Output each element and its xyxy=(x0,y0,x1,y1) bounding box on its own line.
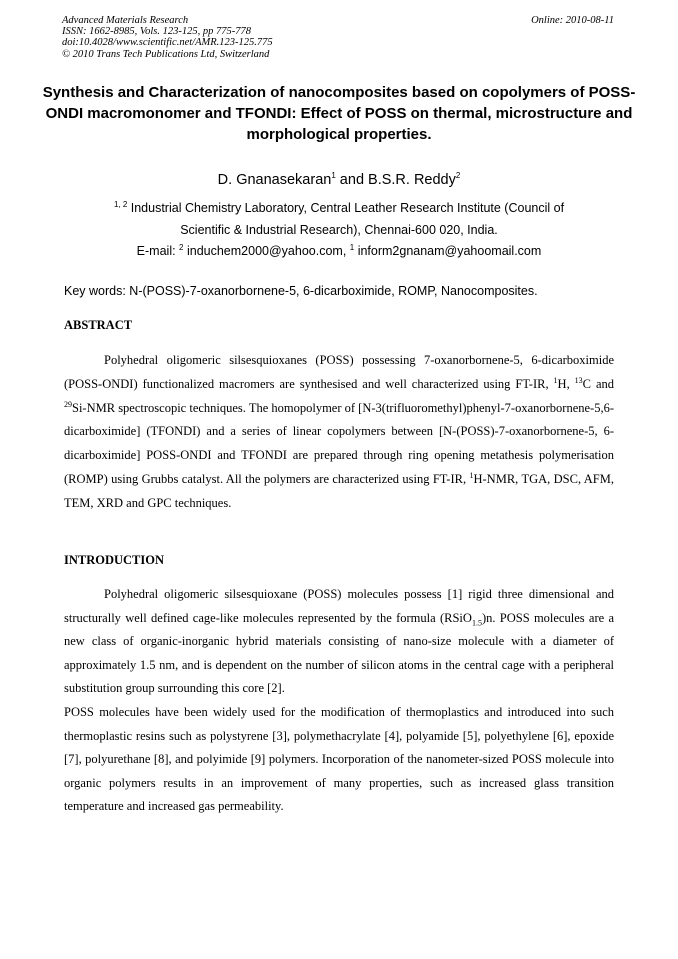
doi-line: doi:10.4028/www.scientific.net/AMR.123-125.775 xyxy=(62,37,273,49)
issn-line: ISSN: 1662-8985, Vols. 123-125, pp 775-778 xyxy=(62,26,251,38)
introduction-paragraph-2: POSS molecules have been widely used for the modification of thermoplastics and introduced into such thermoplastic resins such as polystyrene [3], polymethacrylate [4], polyamide [5], polyethylene [6], epoxide [7], polyurethane [8], and polyimide [9] polymers. Incorporation of the nanometer-sized POSS molecule into organic polymers results in an improvement of many properties, such as increased glass transition temperature and increased gas permeability. xyxy=(64,705,614,814)
author-line xyxy=(40,170,638,190)
introduction-heading: INTRODUCTION xyxy=(64,553,165,567)
abstract-paragraph: Polyhedral oligomeric silsesquioxanes (POSS) possessing 7-oxanorbornene-5, 6-dicarboximide (POSS-ONDI) functionalized macromers are synthesised and well characterized using FT-IR, $^1$H, $^{13}$C and $^{29}$Si-NMR spectroscopic techniques. The homopolymer of [N-3(trifluoromethyl)phenyl-7-oxanorbornene-5,6-dicarboximide] (TFONDI) and a series of linear copolymers between [N-(POSS)-7-oxanorbornene-5, 6-dicarboximide] POSS-ONDI and TFONDI are prepared through ring opening metathesis polymerisation (ROMP) using Grubbs catalyst. All the polymers are characterized using FT-IR, $^1$H-NMR, TGA, DSC, AFM, TEM, XRD and GPC techniques. xyxy=(64,353,614,510)
copyright-line: © 2010 Trans Tech Publications Ltd, Switzerland xyxy=(62,48,270,60)
keywords: Key words: N-(POSS)-7-oxanorbornene-5, 6-dicarboximide, ROMP, Nanocomposites. xyxy=(64,284,538,298)
author-2-affiliation: 2 xyxy=(455,171,461,181)
paper-title: Synthesis and Characterization of nanocomposites based on copolymers of POSS-ONDI macromonomer and TFONDI: Effect of POSS on thermal, microstructure and morphological properties. xyxy=(42,84,636,143)
affiliation-line-1: $^{1, 2}$ Industrial Chemistry Laboratory, Central Leather Research Institute (Council of xyxy=(113,199,565,215)
author-conjunction: and xyxy=(335,172,369,188)
email-line: E-mail: $^2$ induchem2000@yahoo.com, $^1$ inform2gnanam@yahoomail.com xyxy=(136,242,542,258)
journal-header xyxy=(62,15,614,60)
author-2: B.S.R. Reddy xyxy=(368,172,456,188)
introduction-paragraph-1: Polyhedral oligomeric silsesquioxane (POSS) molecules possess [1] rigid three dimensional and structurally well defined cage-like molecules represented by the formula (RSiO$_{1.5}$)n. POSS molecules are a new class of organic-inorganic hybrid materials consisting of nano-size molecule with a diameter of approximately 1.5 nm, and is dependent on the number of silicon atoms in the central cage with a peripheral substitution group surrounding this core [2]. xyxy=(64,587,615,696)
journal-name: Advanced Materials Research xyxy=(62,15,189,26)
affiliation-marker: 1, 2 xyxy=(113,199,128,209)
email-1: induchem2000@yahoo.com, xyxy=(183,244,350,258)
email-2: inform2gnanam@yahoomail.com xyxy=(354,244,542,258)
abstract-heading: ABSTRACT xyxy=(64,318,133,332)
online-date: Online: 2010-08-11 xyxy=(531,15,614,26)
affiliation xyxy=(40,198,638,263)
author-1-affiliation: 1 xyxy=(331,171,336,181)
author-1: D. Gnanasekaran xyxy=(217,172,332,188)
affiliation-line-2: Scientific & Industrial Research), Chennai-600 020, India. xyxy=(180,222,498,237)
